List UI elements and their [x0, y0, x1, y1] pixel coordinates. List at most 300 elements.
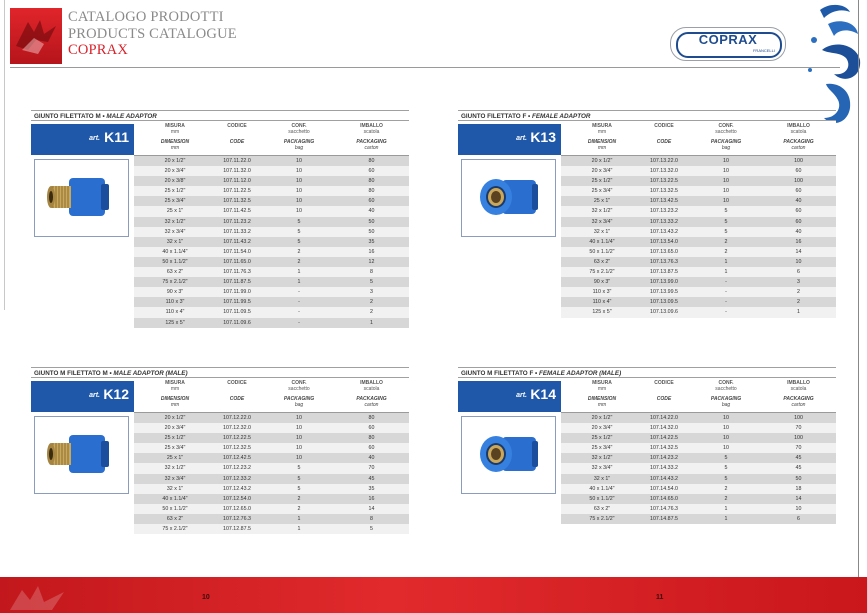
carton-qty-cell: 35: [368, 238, 375, 245]
carton-qty-cell: 40: [368, 208, 375, 215]
table-row: [134, 196, 409, 206]
column-header-en-line: carton: [364, 401, 379, 408]
column-header-en-line: DIMENSION: [587, 139, 617, 145]
code-cell: 107.12.65.0: [223, 505, 251, 512]
bag-qty-cell: 10: [723, 435, 729, 442]
bag-qty-cell: 5: [297, 475, 301, 482]
carton-qty-cell: 60: [795, 208, 802, 215]
column-header-it-2: [629, 124, 699, 130]
catalogue-title-en: PRODUCTS CATALOGUE: [68, 26, 237, 42]
table-row: [561, 433, 836, 443]
table-row: [134, 217, 409, 227]
bag-qty-cell: 5: [297, 485, 301, 492]
carton-qty-cell: 100: [794, 178, 803, 185]
brand-badge-text: COPRAX: [698, 32, 758, 47]
code-cell: 107.14.22.5: [650, 435, 678, 442]
table-row: [134, 237, 409, 247]
product-title-it: GIUNTO M FILETTATO M •: [34, 370, 114, 377]
code-cell: 107.14.87.5: [650, 515, 678, 522]
product-title: [458, 367, 836, 378]
carton-qty-cell: 1: [370, 319, 373, 326]
carton-qty-cell: 60: [795, 188, 802, 195]
dimension-cell: 32 x 1": [166, 485, 184, 492]
carton-qty-cell: 10: [795, 505, 802, 512]
code-cell: 107.13.22.5: [650, 178, 678, 185]
column-header-en-line: PACKAGING: [710, 396, 742, 402]
coprax-brand-badge: [670, 27, 786, 61]
brand-name: COPRAX: [68, 42, 129, 58]
carton-qty-cell: 80: [368, 415, 375, 421]
carton-qty-cell: 80: [368, 158, 375, 164]
bag-qty-cell: 10: [296, 455, 302, 462]
dimension-cell: 25 x 1/2": [591, 178, 613, 185]
code-cell: 107.13.65.0: [650, 248, 678, 255]
carton-qty-cell: 100: [794, 158, 803, 164]
dimension-cell: 20 x 3/4": [164, 425, 186, 432]
dimension-cell: 63 x 2": [593, 505, 611, 512]
carton-qty-cell: 8: [370, 515, 373, 522]
table-row: [134, 156, 409, 166]
dimension-cell: 32 x 1/2": [591, 455, 613, 462]
bag-qty-cell: -: [298, 289, 300, 296]
bag-qty-cell: 10: [723, 188, 729, 195]
dimension-cell: 50 x 1.1/2": [162, 258, 188, 265]
product-title-it: GIUNTO FILETTATO M •: [34, 113, 107, 120]
column-header-en-line: bag: [294, 401, 304, 408]
code-cell: 107.13.87.5: [650, 269, 678, 276]
table-row: [561, 484, 836, 494]
dimension-cell: 63 x 2": [166, 269, 184, 276]
carton-qty-cell: 16: [368, 495, 375, 502]
carton-qty-cell: 45: [795, 455, 802, 462]
article-label: art.: [89, 392, 100, 399]
carton-qty-cell: 70: [795, 425, 802, 432]
product-title: [458, 110, 836, 121]
carton-qty-cell: 10: [795, 258, 802, 265]
column-header-it-line: MISURA: [592, 380, 612, 386]
code-cell: 107.12.22.5: [223, 435, 251, 442]
code-cell: 107.13.42.5: [650, 198, 678, 205]
column-header-it-line: IMBALLO: [360, 380, 383, 386]
carton-qty-cell: 12: [368, 258, 375, 265]
column-header-it-4: [761, 124, 836, 135]
carton-qty-cell: 60: [368, 168, 375, 175]
table-row: [134, 413, 409, 423]
table-row: [134, 514, 409, 524]
code-cell: 107.11.09.5: [223, 309, 251, 316]
table-header: [561, 121, 836, 156]
footer-eagle-icon: [8, 582, 68, 612]
dimension-cell: 75 x 2.1/2": [589, 269, 615, 276]
code-cell: 107.13.43.2: [650, 228, 678, 235]
dimension-cell: 32 x 3/4": [591, 465, 613, 472]
dimension-cell: 32 x 1": [166, 238, 184, 245]
column-header-en-line: PACKAGING: [356, 139, 387, 145]
page-number-left: 10: [202, 594, 210, 601]
bag-qty-cell: 10: [296, 425, 302, 432]
table-row: [561, 443, 836, 453]
column-header-it-line: mm: [170, 128, 180, 135]
dimension-cell: 75 x 2.1/2": [162, 279, 188, 286]
table-row: [561, 463, 836, 473]
male-adaptor-fitting-icon: [35, 417, 128, 493]
carton-qty-cell: 6: [797, 269, 800, 276]
dimension-cell: 110 x 3": [165, 299, 185, 306]
table-row: [134, 463, 409, 473]
column-header-it-line: CONF.: [718, 123, 734, 129]
code-cell: 107.12.42.5: [223, 455, 251, 462]
article-number: K12: [103, 386, 129, 402]
bag-qty-cell: 10: [723, 178, 729, 185]
bag-qty-cell: 2: [724, 495, 728, 502]
carton-qty-cell: 2: [797, 299, 800, 306]
dimension-cell: 75 x 2.1/2": [589, 515, 615, 522]
column-header-it-line: CODICE: [227, 380, 247, 386]
carton-qty-cell: 6: [797, 515, 800, 522]
carton-qty-cell: 100: [794, 435, 803, 442]
code-cell: 107.11.65.0: [223, 258, 251, 265]
bag-qty-cell: 10: [723, 445, 729, 452]
code-cell: 107.11.33.2: [223, 228, 251, 235]
column-header-it-3: [264, 381, 334, 392]
dimension-cell: 75 x 2.1/2": [162, 526, 188, 533]
column-header-it-4: [334, 124, 409, 135]
code-cell: 107.14.65.0: [650, 495, 678, 502]
dimension-cell: 50 x 1.1/2": [589, 495, 615, 502]
bag-qty-cell: 10: [723, 425, 729, 432]
dimension-cell: 20 x 3/4": [164, 168, 186, 175]
dimension-cell: 50 x 1.1/2": [162, 505, 188, 512]
product-title-en: FEMALE ADAPTOR: [532, 113, 591, 120]
code-cell: 107.13.99.0: [650, 279, 678, 286]
code-cell: 107.12.54.0: [223, 495, 251, 502]
dimension-cell: 25 x 1": [166, 455, 184, 462]
carton-qty-cell: 5: [370, 279, 373, 286]
column-header-en-line: PACKAGING: [710, 139, 742, 145]
bag-qty-cell: 1: [724, 269, 728, 276]
product-photo: [461, 416, 556, 494]
coprax-eagle-logo: [10, 8, 62, 64]
code-cell: 107.13.09.6: [650, 309, 678, 316]
article-label: art.: [89, 135, 100, 142]
table-row: [561, 257, 836, 267]
column-header-it-line: mm: [597, 128, 607, 135]
page-edge-line: [858, 0, 859, 613]
bag-qty-cell: 5: [724, 455, 728, 462]
product-title-en: MALE ADAPTOR (MALE): [113, 370, 188, 377]
column-header-en-line: bag: [294, 144, 304, 151]
carton-qty-cell: 18: [795, 485, 802, 492]
column-header-en-4: [761, 140, 836, 151]
code-cell: 107.11.22.5: [223, 188, 251, 195]
carton-qty-cell: 5: [370, 526, 373, 533]
carton-qty-cell: 14: [368, 505, 375, 512]
column-header-en-3: [264, 140, 334, 151]
code-cell: 107.14.32.5: [650, 445, 678, 452]
column-header-it-line: scatola: [363, 128, 380, 135]
column-header-it-2: [202, 124, 272, 130]
bag-qty-cell: 5: [724, 475, 728, 482]
column-header-it-3: [691, 124, 761, 135]
code-cell: 107.14.76.3: [650, 505, 678, 512]
table-row: [134, 494, 409, 504]
code-cell: 107.13.99.5: [650, 289, 678, 296]
bag-qty-cell: 1: [297, 526, 301, 533]
dimension-cell: 25 x 3/4": [591, 445, 613, 452]
column-header-it-line: MISURA: [592, 123, 612, 129]
product-photo: [34, 159, 129, 237]
dimension-cell: 110 x 4": [165, 309, 185, 316]
female-adaptor-fitting-icon: [462, 417, 555, 493]
dimension-cell: 63 x 2": [166, 515, 184, 522]
article-number: K14: [530, 386, 556, 402]
table-row: [561, 267, 836, 277]
code-cell: 107.11.99.0: [223, 289, 251, 296]
column-header-en-line: carton: [364, 144, 379, 151]
table-row: [134, 206, 409, 216]
carton-qty-cell: 80: [368, 178, 375, 185]
column-header-it-2: [202, 381, 272, 387]
article-badge: [458, 381, 561, 412]
bag-qty-cell: 10: [296, 445, 302, 452]
article-badge: [458, 124, 561, 155]
article-number: K11: [104, 129, 129, 145]
table-row: [134, 484, 409, 494]
table-row: [134, 307, 409, 317]
carton-qty-cell: 16: [368, 248, 375, 255]
product-title-it: GIUNTO M FILETTATO F •: [461, 370, 539, 377]
brand-badge-subtext: FRANCELLI: [752, 48, 775, 53]
table-row: [561, 504, 836, 514]
dimension-cell: 20 x 1/2": [591, 415, 613, 421]
carton-qty-cell: 45: [795, 465, 802, 472]
column-header-en-line: PACKAGING: [356, 396, 387, 402]
dimension-cell: 25 x 3/4": [591, 188, 613, 195]
column-header-en-line: mm: [597, 144, 607, 151]
carton-qty-cell: 50: [368, 218, 375, 225]
bag-qty-cell: 10: [296, 208, 302, 215]
code-cell: 107.11.43.2: [223, 238, 251, 245]
code-cell: 107.11.32.0: [223, 168, 251, 175]
table-row: [134, 267, 409, 277]
carton-qty-cell: 14: [795, 248, 802, 255]
column-header-en-3: [691, 397, 761, 408]
code-cell: 107.14.43.2: [650, 475, 678, 482]
male-adaptor-fitting-icon: [35, 160, 128, 236]
dimension-cell: 32 x 1": [593, 475, 611, 482]
table-row: [561, 453, 836, 463]
table-row: [134, 166, 409, 176]
column-header-en-4: [761, 397, 836, 408]
dimension-cell: 32 x 3/4": [164, 475, 186, 482]
column-header-en-line: DIMENSION: [160, 139, 190, 145]
column-header-it-line: IMBALLO: [787, 123, 810, 129]
dimension-cell: 32 x 1/2": [164, 218, 186, 225]
column-header-en-4: [334, 140, 409, 151]
code-cell: 107.12.43.2: [223, 485, 251, 492]
carton-qty-cell: 70: [368, 465, 375, 472]
column-header-en-2: [629, 397, 699, 403]
dimension-cell: 25 x 1": [593, 198, 611, 205]
table-row: [134, 287, 409, 297]
column-header-en-line: mm: [170, 401, 180, 408]
dimension-cell: 25 x 1/2": [164, 435, 186, 442]
carton-qty-cell: 60: [368, 445, 375, 452]
carton-qty-cell: 1: [797, 309, 800, 316]
carton-qty-cell: 60: [368, 198, 375, 205]
product-photo: [34, 416, 129, 494]
table-row: [134, 277, 409, 287]
table-header: [134, 121, 409, 156]
header-divider: [10, 67, 840, 68]
carton-qty-cell: 40: [795, 228, 802, 235]
table-row: [561, 474, 836, 484]
article-number: K13: [530, 129, 556, 145]
code-cell: 107.13.32.0: [650, 168, 678, 175]
eagle-icon: [14, 16, 58, 56]
code-cell: 107.13.22.0: [650, 158, 678, 164]
code-cell: 107.11.32.5: [223, 198, 251, 205]
table-row: [134, 453, 409, 463]
carton-qty-cell: 100: [794, 415, 803, 421]
bag-qty-cell: 10: [296, 158, 302, 164]
column-header-it-line: sacchetto: [288, 385, 310, 392]
column-header-en-2: [629, 140, 699, 146]
code-cell: 107.12.22.0: [223, 415, 251, 421]
code-cell: 107.11.54.0: [223, 248, 251, 255]
column-header-it-4: [334, 381, 409, 392]
dimension-cell: 110 x 4": [592, 299, 612, 306]
dimension-cell: 110 x 3": [592, 289, 612, 296]
column-header-it-line: scatola: [790, 128, 807, 135]
dimension-cell: 20 x 1/2": [164, 158, 186, 164]
table-row: [134, 186, 409, 196]
table-row: [134, 227, 409, 237]
bag-qty-cell: 1: [724, 515, 728, 522]
code-cell: 107.11.99.5: [223, 299, 251, 306]
bag-qty-cell: -: [298, 309, 300, 316]
dimension-cell: 20 x 3/8": [164, 178, 186, 185]
bag-qty-cell: 2: [297, 258, 301, 265]
carton-qty-cell: 70: [795, 445, 802, 452]
column-header-it-line: MISURA: [165, 380, 185, 386]
column-header-it-line: CONF.: [291, 380, 307, 386]
dimension-cell: 25 x 1/2": [591, 435, 613, 442]
table-row: [561, 156, 836, 166]
table-row: [561, 297, 836, 307]
code-cell: 107.12.32.5: [223, 445, 251, 452]
dimension-cell: 40 x 1.1/4": [589, 485, 615, 492]
table-row: [561, 423, 836, 433]
table-row: [561, 186, 836, 196]
bag-qty-cell: 5: [297, 465, 301, 472]
code-cell: 107.14.22.0: [650, 415, 678, 421]
bag-qty-cell: 5: [297, 238, 301, 245]
code-cell: 107.12.87.5: [223, 526, 251, 533]
code-cell: 107.11.12.0: [223, 178, 251, 185]
table-row: [561, 287, 836, 297]
table-row: [134, 423, 409, 433]
dimension-cell: 32 x 3/4": [164, 228, 186, 235]
table-row: [561, 176, 836, 186]
column-header-en-2: [202, 140, 272, 146]
dimension-cell: 125 x 5": [592, 309, 612, 316]
product-table: [134, 121, 409, 328]
dimension-cell: 90 x 3": [166, 289, 184, 296]
table-header: [561, 378, 836, 413]
column-header-it-line: CONF.: [291, 123, 307, 129]
bag-qty-cell: 5: [724, 465, 728, 472]
bag-qty-cell: -: [298, 299, 300, 306]
column-header-it-line: MISURA: [165, 123, 185, 129]
code-cell: 107.11.23.2: [223, 218, 251, 225]
carton-qty-cell: 40: [795, 198, 802, 205]
carton-qty-cell: 40: [368, 455, 375, 462]
bag-qty-cell: 10: [723, 168, 729, 175]
article-label: art.: [516, 135, 527, 142]
carton-qty-cell: 80: [368, 188, 375, 195]
carton-qty-cell: 60: [795, 168, 802, 175]
code-cell: 107.11.09.6: [223, 319, 251, 326]
table-row: [561, 206, 836, 216]
dimension-cell: 32 x 1/2": [164, 465, 186, 472]
table-row: [561, 217, 836, 227]
column-header-it-line: IMBALLO: [360, 123, 383, 129]
code-cell: 107.12.32.0: [223, 425, 251, 432]
carton-qty-cell: 8: [370, 269, 373, 276]
bag-qty-cell: 1: [297, 515, 301, 522]
column-header-it-line: IMBALLO: [787, 380, 810, 386]
bag-qty-cell: 10: [723, 415, 729, 421]
code-cell: 107.14.23.2: [650, 455, 678, 462]
bag-qty-cell: 2: [724, 248, 728, 255]
column-header-en-line: CODE: [229, 396, 245, 402]
carton-qty-cell: 50: [368, 228, 375, 235]
column-header-en-line: PACKAGING: [283, 139, 315, 145]
code-cell: 107.13.33.2: [650, 218, 678, 225]
code-cell: 107.12.33.2: [223, 475, 251, 482]
bag-qty-cell: 1: [297, 279, 301, 286]
column-header-en-line: carton: [791, 144, 806, 151]
product-title: [31, 110, 409, 121]
article-badge: [31, 381, 134, 412]
table-row: [561, 514, 836, 524]
column-header-en-3: [691, 140, 761, 151]
carton-qty-cell: 60: [368, 425, 375, 432]
product-table: [561, 378, 836, 524]
column-header-it-line: CONF.: [718, 380, 734, 386]
bag-qty-cell: 5: [724, 218, 728, 225]
bag-qty-cell: 1: [297, 269, 301, 276]
carton-qty-cell: 2: [797, 289, 800, 296]
bag-qty-cell: -: [725, 309, 727, 316]
bag-qty-cell: -: [725, 289, 727, 296]
column-header-it-line: scatola: [363, 385, 380, 392]
column-header-it-line: mm: [597, 385, 607, 392]
code-cell: 107.13.09.5: [650, 299, 678, 306]
dimension-cell: 125 x 5": [165, 319, 185, 326]
carton-qty-cell: 35: [368, 485, 375, 492]
table-row: [561, 307, 836, 317]
column-header-it-line: CODICE: [654, 123, 674, 129]
dimension-cell: 25 x 1": [166, 208, 184, 215]
column-header-en-line: DIMENSION: [160, 396, 190, 402]
bag-qty-cell: 2: [724, 485, 728, 492]
table-row: [561, 166, 836, 176]
bag-qty-cell: 5: [297, 228, 301, 235]
product-photo: [461, 159, 556, 237]
dimension-cell: 90 x 3": [593, 279, 611, 286]
